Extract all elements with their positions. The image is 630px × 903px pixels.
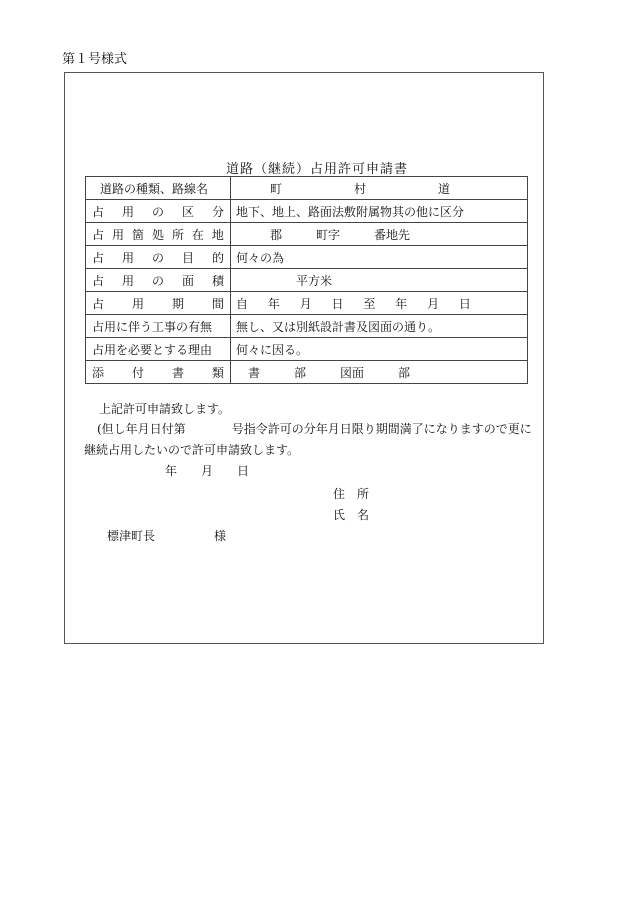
table-row: [86, 315, 528, 338]
table-row: [86, 177, 528, 200]
addressee: 標津町長: [107, 529, 156, 543]
row-label-reason: 占用を必要とする理由: [86, 338, 231, 361]
table-row: [86, 361, 528, 384]
row-label-purpose: 占 用 の 目 的: [86, 246, 231, 269]
document-title: [0, 158, 630, 177]
title-text: 道路（継続）占用許可申請書: [225, 162, 408, 177]
row-label-road-type: 道路の種類、路線名: [86, 177, 231, 200]
address-label: 住 所: [333, 487, 370, 501]
table-row: [86, 292, 528, 315]
row-value-location: 郡 町字 番地先: [231, 223, 528, 246]
table-row: [86, 269, 528, 292]
honorific: 様: [214, 529, 227, 543]
name-label: 氏 名: [333, 508, 370, 522]
row-value-category: 地下、地上、路面法敷附属物其の他に区分: [231, 200, 528, 223]
request-statement: 上記許可申請致します。: [99, 402, 231, 416]
row-label-period: 占 用 期 間: [86, 292, 231, 315]
application-date: 年 月 日: [165, 464, 250, 478]
row-value-construction: 無し、又は別紙設計書及図面の通り。: [231, 315, 528, 338]
row-label-category: 占 用 の 区 分: [86, 200, 231, 223]
row-value-road-type: 町 村 道: [231, 177, 528, 200]
table-row: [86, 200, 528, 223]
table-row: [86, 246, 528, 269]
row-label-construction: 占用に伴う工事の有無: [86, 315, 231, 338]
row-value-period: 自 年 月 日 至 年 月 日: [231, 292, 528, 315]
form-number: 第１号様式: [62, 52, 128, 67]
row-label-location: 占 用 箇 処 所 在 地: [86, 223, 231, 246]
application-table: [85, 176, 528, 384]
row-label-area: 占 用 の 面 積: [86, 269, 231, 292]
row-label-attachments: 添 付 書 類: [86, 361, 231, 384]
row-value-purpose: 何々の為: [231, 246, 528, 269]
row-value-area: 平方米: [231, 269, 528, 292]
proviso-statement: (但し年月日付第 号指令許可の分年月日限り期間満了になりますので更に継続占用したいので許可申請致します。: [84, 422, 532, 457]
row-value-reason: 何々に因る。: [231, 338, 528, 361]
row-value-attachments: 書 部 図面 部: [231, 361, 528, 384]
table-row: [86, 223, 528, 246]
table-row: [86, 338, 528, 361]
